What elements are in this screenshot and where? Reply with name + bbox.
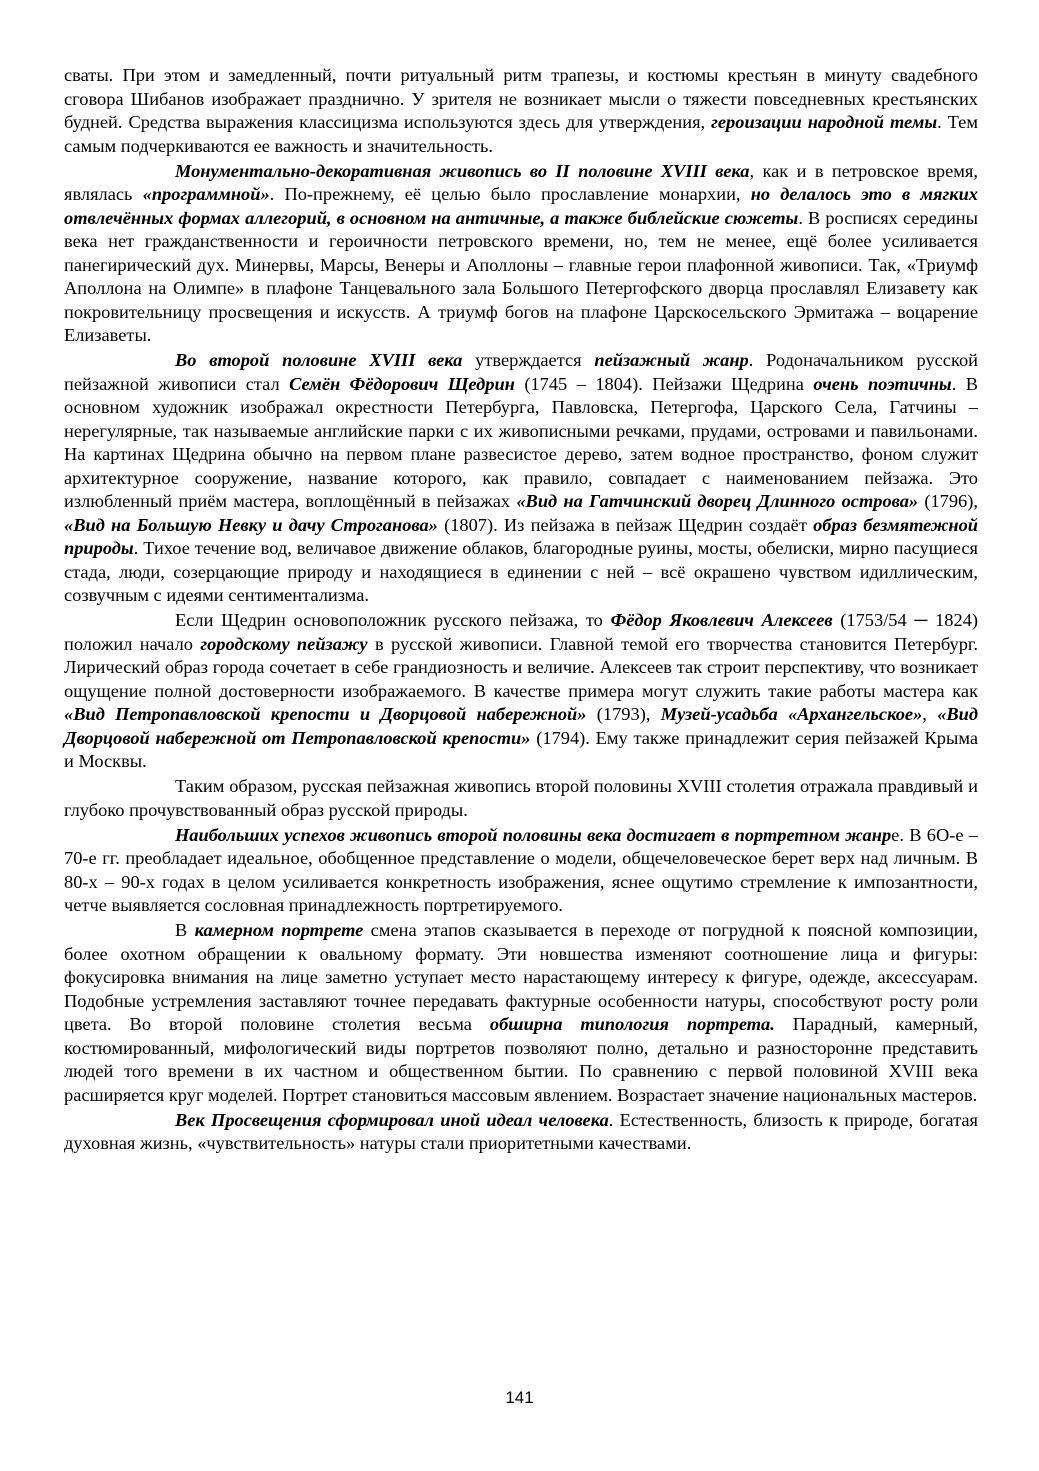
paragraph <box>64 64 978 158</box>
emphasized-text: героизации народной темы <box>711 112 938 132</box>
text-run: (1796), <box>918 491 978 511</box>
emphasized-text: «Вид Петропавловской крепости и Дворцовой набережной» <box>64 704 587 724</box>
emphasized-text: Наибольших успехов живопись второй половины века достигает в портретном жанр <box>175 824 892 845</box>
page-text-body <box>64 64 978 1157</box>
emphasized-text: Семён Фёдорович Щедрин <box>289 373 515 394</box>
emphasized-text: Век Просвещения сформировал иной идеал человека <box>175 1109 609 1130</box>
emphasized-text: пейзажный жанр <box>594 350 749 370</box>
emphasized-text: «Вид на Большую Невку и дачу Строганова» <box>64 514 438 535</box>
emphasized-text: городскому пейзажу <box>200 633 368 654</box>
emphasized-text: обширна типология портрета. <box>489 1014 775 1034</box>
emphasized-text: очень поэтичны <box>813 373 952 394</box>
text-run: е. В 6О-е –70-е гг. преобладает идеальное, обобщенное представление о модели, общечеловеческое берет верх над личным. В 80-х – 90-х годах в целом усиливается конкретность изображения, яснее ощутимо стремление к импозантности, четче выявляется сословная принадлежность портретируемого. <box>64 824 979 915</box>
text-run: смена этапов сказывается в переходе от погрудной к поясной композиции, более охотном обращении к овальному формату. Эти новшества изменяют соотношение лица и фигуры: фокусировка внимания на лице заметно уступает место нарастающему интересу к фигуре, одежде, аксессуарам. Подобные устремления заставляют точнее передавать фактурные особенности натуры, способствуют росту роли цвета. Во второй половине столетия весьма <box>64 920 978 1034</box>
emphasized-text: Фёдор Яковлевич Алексеев <box>610 610 833 630</box>
page-number: 141 <box>505 1388 534 1407</box>
text-run: (1753/54 ─ 1824) положил начало <box>64 610 979 654</box>
text-run: . По-прежнему, её целью было прославление монархии, <box>269 184 751 204</box>
text-run: , как и в петровское время, являлась <box>64 160 978 204</box>
text-run: утверждается <box>462 350 595 370</box>
text-run: , <box>922 704 938 724</box>
text-run: . Естественность, близость к природе, богатая духовная жизнь, «чувствительность» натуры стали приоритетными качествами. <box>64 1109 978 1153</box>
text-run: (1794). Ему также принадлежит серия пейзажей Крыма и Москвы. <box>64 727 978 771</box>
text-run: . Родоначальником русской пейзажной живописи стал <box>64 350 978 394</box>
text-run: Если Щедрин основоположник русского пейзажа, то <box>175 610 611 630</box>
text-run: в русской живописи. Главной темой его творчества становится Петербург. Лирический образ города сочетает в себе грандиозность и величие. Алексеев так строит перспективу, что возникает ощущение полной достоверности изображаемого. В качестве примера могут служить такие работы мастера как <box>64 633 978 701</box>
paragraph <box>64 609 978 774</box>
emphasized-text: но делалось это в мягких отвлечённых формах аллегорий, в основном на античные, а также библейские сюжеты <box>64 184 979 228</box>
text-run: Таким образом, русская пейзажная живопись второй половины XVIII столетия отражала правдивый и глубоко прочувствованный образ русской природы. <box>64 776 978 820</box>
paragraph <box>64 349 978 608</box>
emphasized-text: камерном портрете <box>194 920 364 940</box>
text-run: . В основном художник изображал окрестности Петербурга, Павловска, Петергофа, Царского Села, Гатчины – нерегулярные, так называемые английские парки с их живописными речками, прудами, островами и павильонами. На картинах Щедрина обычно на первом плане развесистое дерево, затем водное пространство, фоном служит архитектурное сооружение, название которого, как правило, совпадает с наименованием пейзажа. Это излюбленный приём мастера, воплощённый в пейзажах <box>64 373 979 511</box>
text-run: (1807). Из пейзажа в пейзаж Щедрин создаёт <box>437 514 814 535</box>
text-run: (1745 – 1804). Пейзажи Щедрина <box>514 373 814 394</box>
paragraph <box>64 775 978 822</box>
paragraph <box>64 160 978 348</box>
emphasized-text: Во второй половине XVIII века <box>175 350 463 370</box>
emphasized-text: Музей-усадьба «Архангельское» <box>660 704 923 724</box>
paragraph <box>64 1109 978 1156</box>
paragraph <box>64 919 978 1107</box>
emphasized-text: образ безмятежной природы <box>64 514 978 558</box>
emphasized-text: Монументально-декоративная живопись во II половине XVIII века <box>175 160 750 181</box>
paragraph <box>64 824 978 918</box>
text-run: . В росписях середины века нет гражданственности и героичности петровского времени, но, тем не менее, ещё более усиливается панегирический дух. Минервы, Марсы, Венеры и Аполлоны – главные герои плафонной живописи. Так, «Триумф Аполлона на Олимпе» в плафоне Танцевального зала Большого Петергофского дворца прославлял Елизавету как покровительницу просвещения и искусств. А триумф богов на плафоне Царскосельского Эрмитажа – воцарение Елизаветы. <box>64 207 979 345</box>
text-run: сваты. При этом и замедленный, почти ритуальный ритм трапезы, и костюмы крестьян в минуту свадебного сговора Шибанов изображает празднично. У зрителя не возникает мысли о тяжести повседневных крестьянских будней. Средства выражения классицизма используются здесь для утверждения, <box>64 65 978 132</box>
text-run: . Тихое течение вод, величавое движение облаков, благородные руины, мосты, обелиски, мирно пасущиеся стада, люди, созерцающие природу и находящиеся в единении с ней – всё окрашено чувством идиллическим, созвучным с идеями сентиментализма. <box>64 538 978 605</box>
text-run: (1793), <box>586 704 661 724</box>
emphasized-text: «Вид на Гатчинский дворец Длинного острова» <box>516 491 919 511</box>
text-run: Парадный, камерный, костюмированный, мифологический виды портретов позволяют полно, детально и разносторонне представить людей того времени в их частном и общественном бытии. По сравнению с первой половиной XVIII века расширяется круг моделей. Портрет становиться массовым явлением. Возрастает значение национальных мастеров. <box>64 1014 978 1105</box>
emphasized-text: «Вид Дворцовой набережной от Петропавловской крепости» <box>64 704 979 748</box>
text-run: В <box>175 920 195 940</box>
text-run: . Тем самым подчеркиваются ее важность и значительность. <box>64 112 978 156</box>
emphasized-text: «программной» <box>142 184 270 204</box>
